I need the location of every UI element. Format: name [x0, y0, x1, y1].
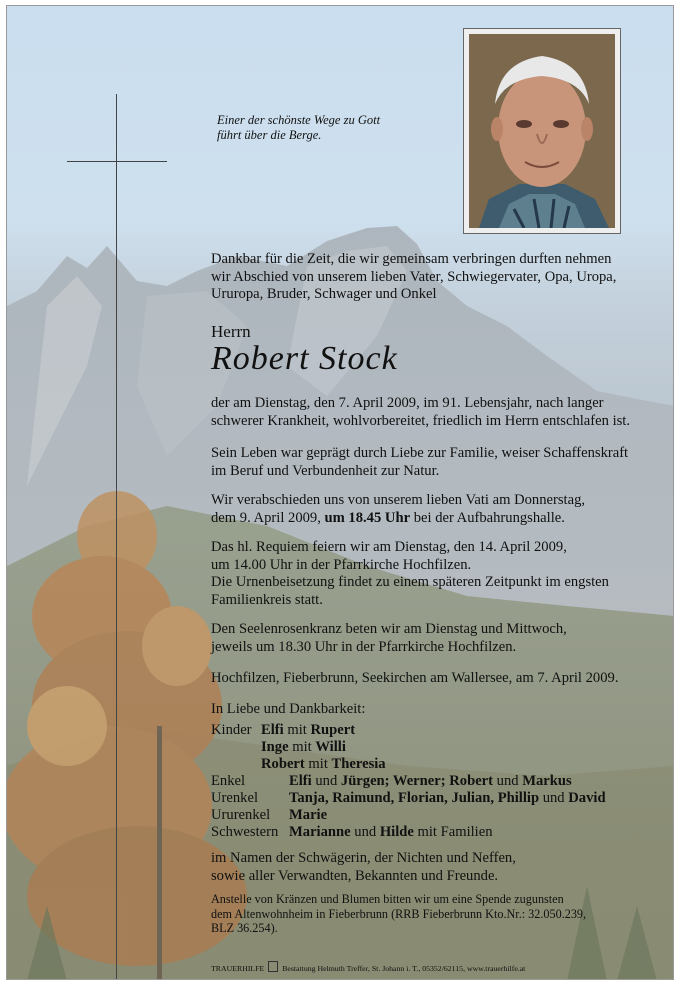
life-text — [211, 445, 628, 480]
requiem-line: Familienkreis statt. — [211, 591, 323, 608]
family-conjunction: mit — [288, 739, 316, 755]
intro-line: Dankbar für die Zeit, die wir gemeinsam verbringen durften nehmen — [211, 251, 612, 267]
death-line: der am Dienstag, den 7. April 2009, im 91. Lebensjahr, nach langer — [211, 395, 604, 411]
requiem-line: um 14.00 Uhr in der Pfarrkirche Hochfilzen. — [211, 556, 472, 573]
family-conjunction: und — [350, 824, 380, 840]
family-name: Theresia — [331, 756, 386, 772]
funeral-home-footer — [211, 961, 525, 973]
closing-text: In Liebe und Dankbarkeit: — [211, 701, 366, 717]
family-conjunction: mit — [304, 756, 332, 772]
rosary-line: jeweils um 18.30 Uhr in der Pfarrkirche Hochfilzen. — [211, 638, 517, 655]
footer-logo-icon — [268, 961, 278, 972]
life-line: Sein Leben war geprägt durch Liebe zur Familie, weiser Schaffenskraft — [211, 445, 629, 461]
family-suffix: mit Familien — [413, 824, 493, 840]
family-name: Jürgen; Werner; Robert — [340, 773, 494, 789]
requiem-text — [211, 539, 609, 609]
family-name: David — [568, 790, 606, 806]
family-conjunction: und — [493, 773, 523, 789]
farewell-date: dem 9. April 2009, — [211, 509, 325, 526]
intro-line: Ururopa, Bruder, Schwager und Onkel — [211, 286, 437, 302]
life-line: im Beruf und Verbundenheit zur Natur. — [211, 462, 440, 479]
family-label: Schwestern — [211, 824, 279, 840]
family-enkel — [211, 773, 572, 791]
family-name: Inge — [261, 739, 289, 755]
relatives-text — [211, 850, 516, 885]
place-date: Hochfilzen, Fieberbrunn, Seekirchen am Wallersee, am 7. April 2009. — [211, 670, 619, 686]
family-kinder — [211, 722, 355, 740]
cross-vertical-line — [116, 94, 117, 979]
family-name: Robert — [261, 756, 305, 772]
family-label: Enkel — [211, 773, 246, 789]
rosary-text — [211, 621, 567, 656]
family-name: Hilde — [379, 824, 414, 840]
family-name: Rupert — [310, 722, 356, 738]
portrait-image — [469, 34, 615, 228]
donation-line: Anstelle von Kränzen und Blumen bitten wir um eine Spende zugunsten — [211, 892, 564, 906]
cross-horizontal-line — [67, 161, 167, 162]
salutation: Herrn — [211, 322, 251, 341]
motto-line: Einer der schönste Wege zu Gott — [217, 113, 381, 127]
death-line: schwerer Krankheit, wohlvorbereitet, friedlich im Herrn entschlafen ist. — [211, 412, 631, 429]
family-label: Ururenkel — [211, 807, 271, 823]
intro-text — [211, 251, 616, 304]
relatives-line: sowie aller Verwandten, Bekannten und Freunde. — [211, 867, 499, 884]
family-name: Elfi — [261, 722, 284, 738]
motto-quote — [217, 113, 380, 143]
donation-line: dem Altenwohnheim in Fieberbrunn (RRB Fieberbrunn Kto.Nr.: 32.050.239, — [211, 906, 587, 921]
obituary-card — [6, 5, 674, 980]
relatives-line: im Namen der Schwägerin, der Nichten und Neffen, — [211, 850, 516, 866]
family-name: Tanja, Raimund, Florian, Julian, Phillip — [289, 790, 540, 806]
farewell-text — [211, 492, 585, 527]
family-name: Willi — [315, 739, 346, 755]
requiem-line: Das hl. Requiem feiern wir am Dienstag, den 14. April 2009, — [211, 539, 567, 555]
requiem-line: Die Urnenbeisetzung findet zu einem späteren Zeitpunkt im engsten — [211, 574, 609, 590]
family-ururenkel — [211, 807, 327, 825]
family-kinder — [261, 739, 346, 757]
deceased-name: Robert Stock — [211, 340, 398, 377]
farewell-place: bei der Aufbahrungshalle. — [410, 509, 565, 526]
farewell-time: um 18.45 Uhr — [324, 509, 411, 526]
motto-line: führt über die Berge. — [217, 128, 322, 142]
family-name: Marie — [289, 807, 328, 823]
family-conjunction: mit — [283, 722, 311, 738]
death-notice — [211, 395, 630, 430]
intro-line: wir Abschied von unserem lieben Vater, Schwiegervater, Opa, Uropa, — [211, 268, 617, 285]
family-label: Urenkel — [211, 790, 259, 806]
farewell-line — [211, 510, 585, 528]
portrait-photo — [463, 28, 621, 234]
family-urenkel — [211, 790, 606, 808]
family-conjunction: und — [311, 773, 341, 789]
donation-note — [211, 892, 586, 936]
footer-text: Bestattung Helmuth Treffer, St. Johann i. T., 05352/62115, www.trauerhilfe.at — [282, 964, 526, 973]
family-conjunction: und — [539, 790, 569, 806]
family-schwestern — [211, 824, 493, 842]
rosary-line: Den Seelenrosenkranz beten wir am Dienstag und Mittwoch, — [211, 621, 567, 637]
farewell-line: Wir verabschieden uns von unserem lieben Vati am Donnerstag, — [211, 492, 586, 508]
footer-brand: TRAUERHILFE — [211, 964, 265, 973]
family-name: Markus — [522, 773, 572, 789]
family-name: Elfi — [289, 773, 312, 789]
family-kinder — [261, 756, 386, 774]
family-label: Kinder — [211, 722, 252, 738]
family-name: Marianne — [289, 824, 351, 840]
donation-line: BLZ 36.254). — [211, 921, 278, 936]
